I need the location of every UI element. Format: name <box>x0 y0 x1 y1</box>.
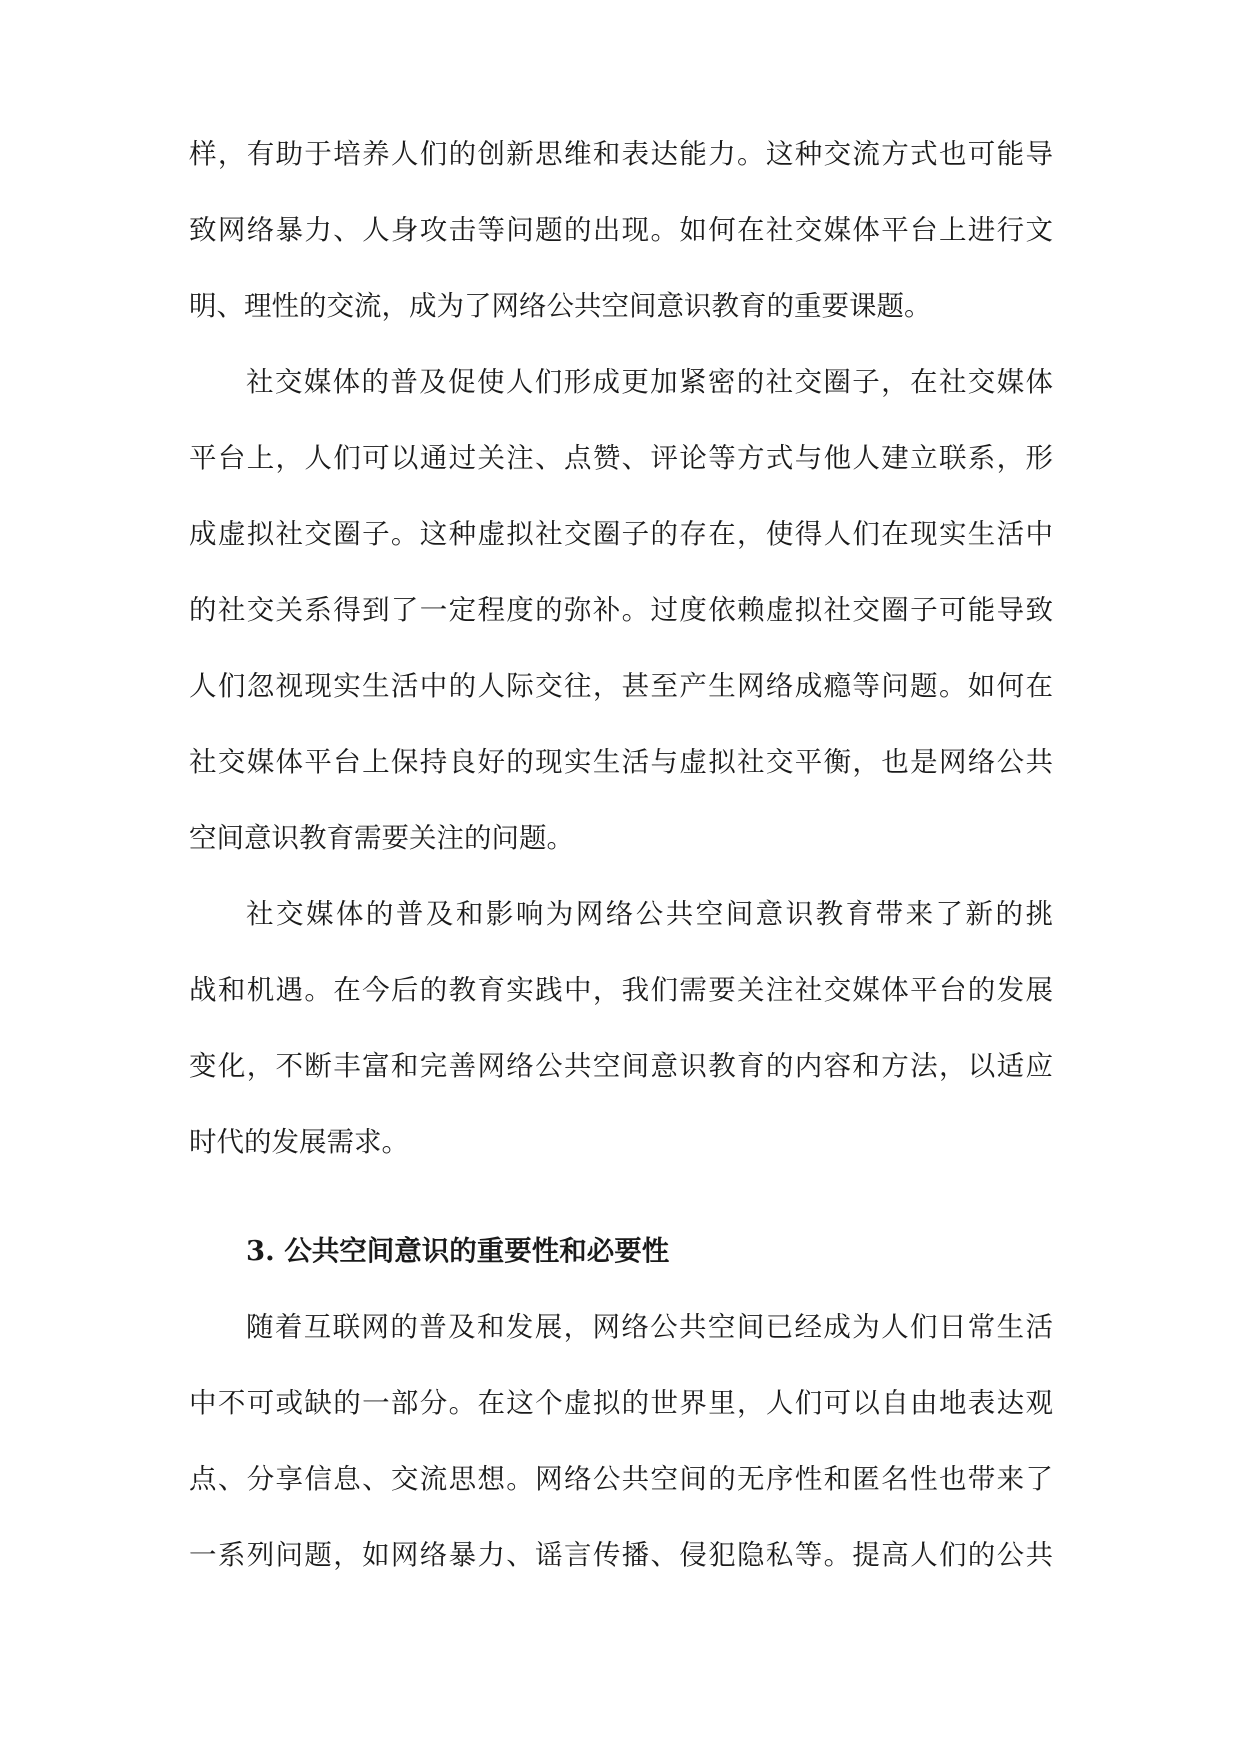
paragraph-line: 变化，不断丰富和完善网络公共空间意识教育的内容和方法，以适应 <box>189 1050 1053 1082</box>
paragraph-line: 时代的发展需求。 <box>189 1126 409 1158</box>
paragraph-line: 致网络暴力、人身攻击等问题的出现。如何在社交媒体平台上进行文 <box>189 214 1053 246</box>
paragraph-line: 人们忽视现实生活中的人际交往，甚至产生网络成瘾等问题。如何在 <box>189 670 1053 702</box>
paragraph-line: 一系列问题，如网络暴力、谣言传播、侵犯隐私等。提高人们的公共 <box>189 1539 1053 1571</box>
paragraph-line: 社交媒体平台上保持良好的现实生活与虚拟社交平衡，也是网络公共 <box>189 746 1053 778</box>
section-heading: 3. 公共空间意识的重要性和必要性 <box>246 1235 670 1267</box>
paragraph-line: 随着互联网的普及和发展，网络公共空间已经成为人们日常生活 <box>246 1311 1053 1343</box>
paragraph-line: 明、理性的交流，成为了网络公共空间意识教育的重要课题。 <box>189 290 932 322</box>
paragraph-line: 的社交关系得到了一定程度的弥补。过度依赖虚拟社交圈子可能导致 <box>189 594 1053 626</box>
paragraph-line: 空间意识教育需要关注的问题。 <box>189 822 574 854</box>
paragraph-line: 样，有助于培养人们的创新思维和表达能力。这种交流方式也可能导 <box>189 138 1053 170</box>
paragraph-line: 成虚拟社交圈子。这种虚拟社交圈子的存在，使得人们在现实生活中 <box>189 518 1053 550</box>
paragraph-line: 社交媒体的普及促使人们形成更加紧密的社交圈子，在社交媒体 <box>246 366 1053 398</box>
paragraph-line: 平台上，人们可以通过关注、点赞、评论等方式与他人建立联系，形 <box>189 442 1053 474</box>
paragraph-line: 点、分享信息、交流思想。网络公共空间的无序性和匿名性也带来了 <box>189 1463 1053 1495</box>
paragraph-line: 社交媒体的普及和影响为网络公共空间意识教育带来了新的挑 <box>246 898 1053 930</box>
paragraph-line: 中不可或缺的一部分。在这个虚拟的世界里，人们可以自由地表达观 <box>189 1387 1053 1419</box>
paragraph-line: 战和机遇。在今后的教育实践中，我们需要关注社交媒体平台的发展 <box>189 974 1053 1006</box>
